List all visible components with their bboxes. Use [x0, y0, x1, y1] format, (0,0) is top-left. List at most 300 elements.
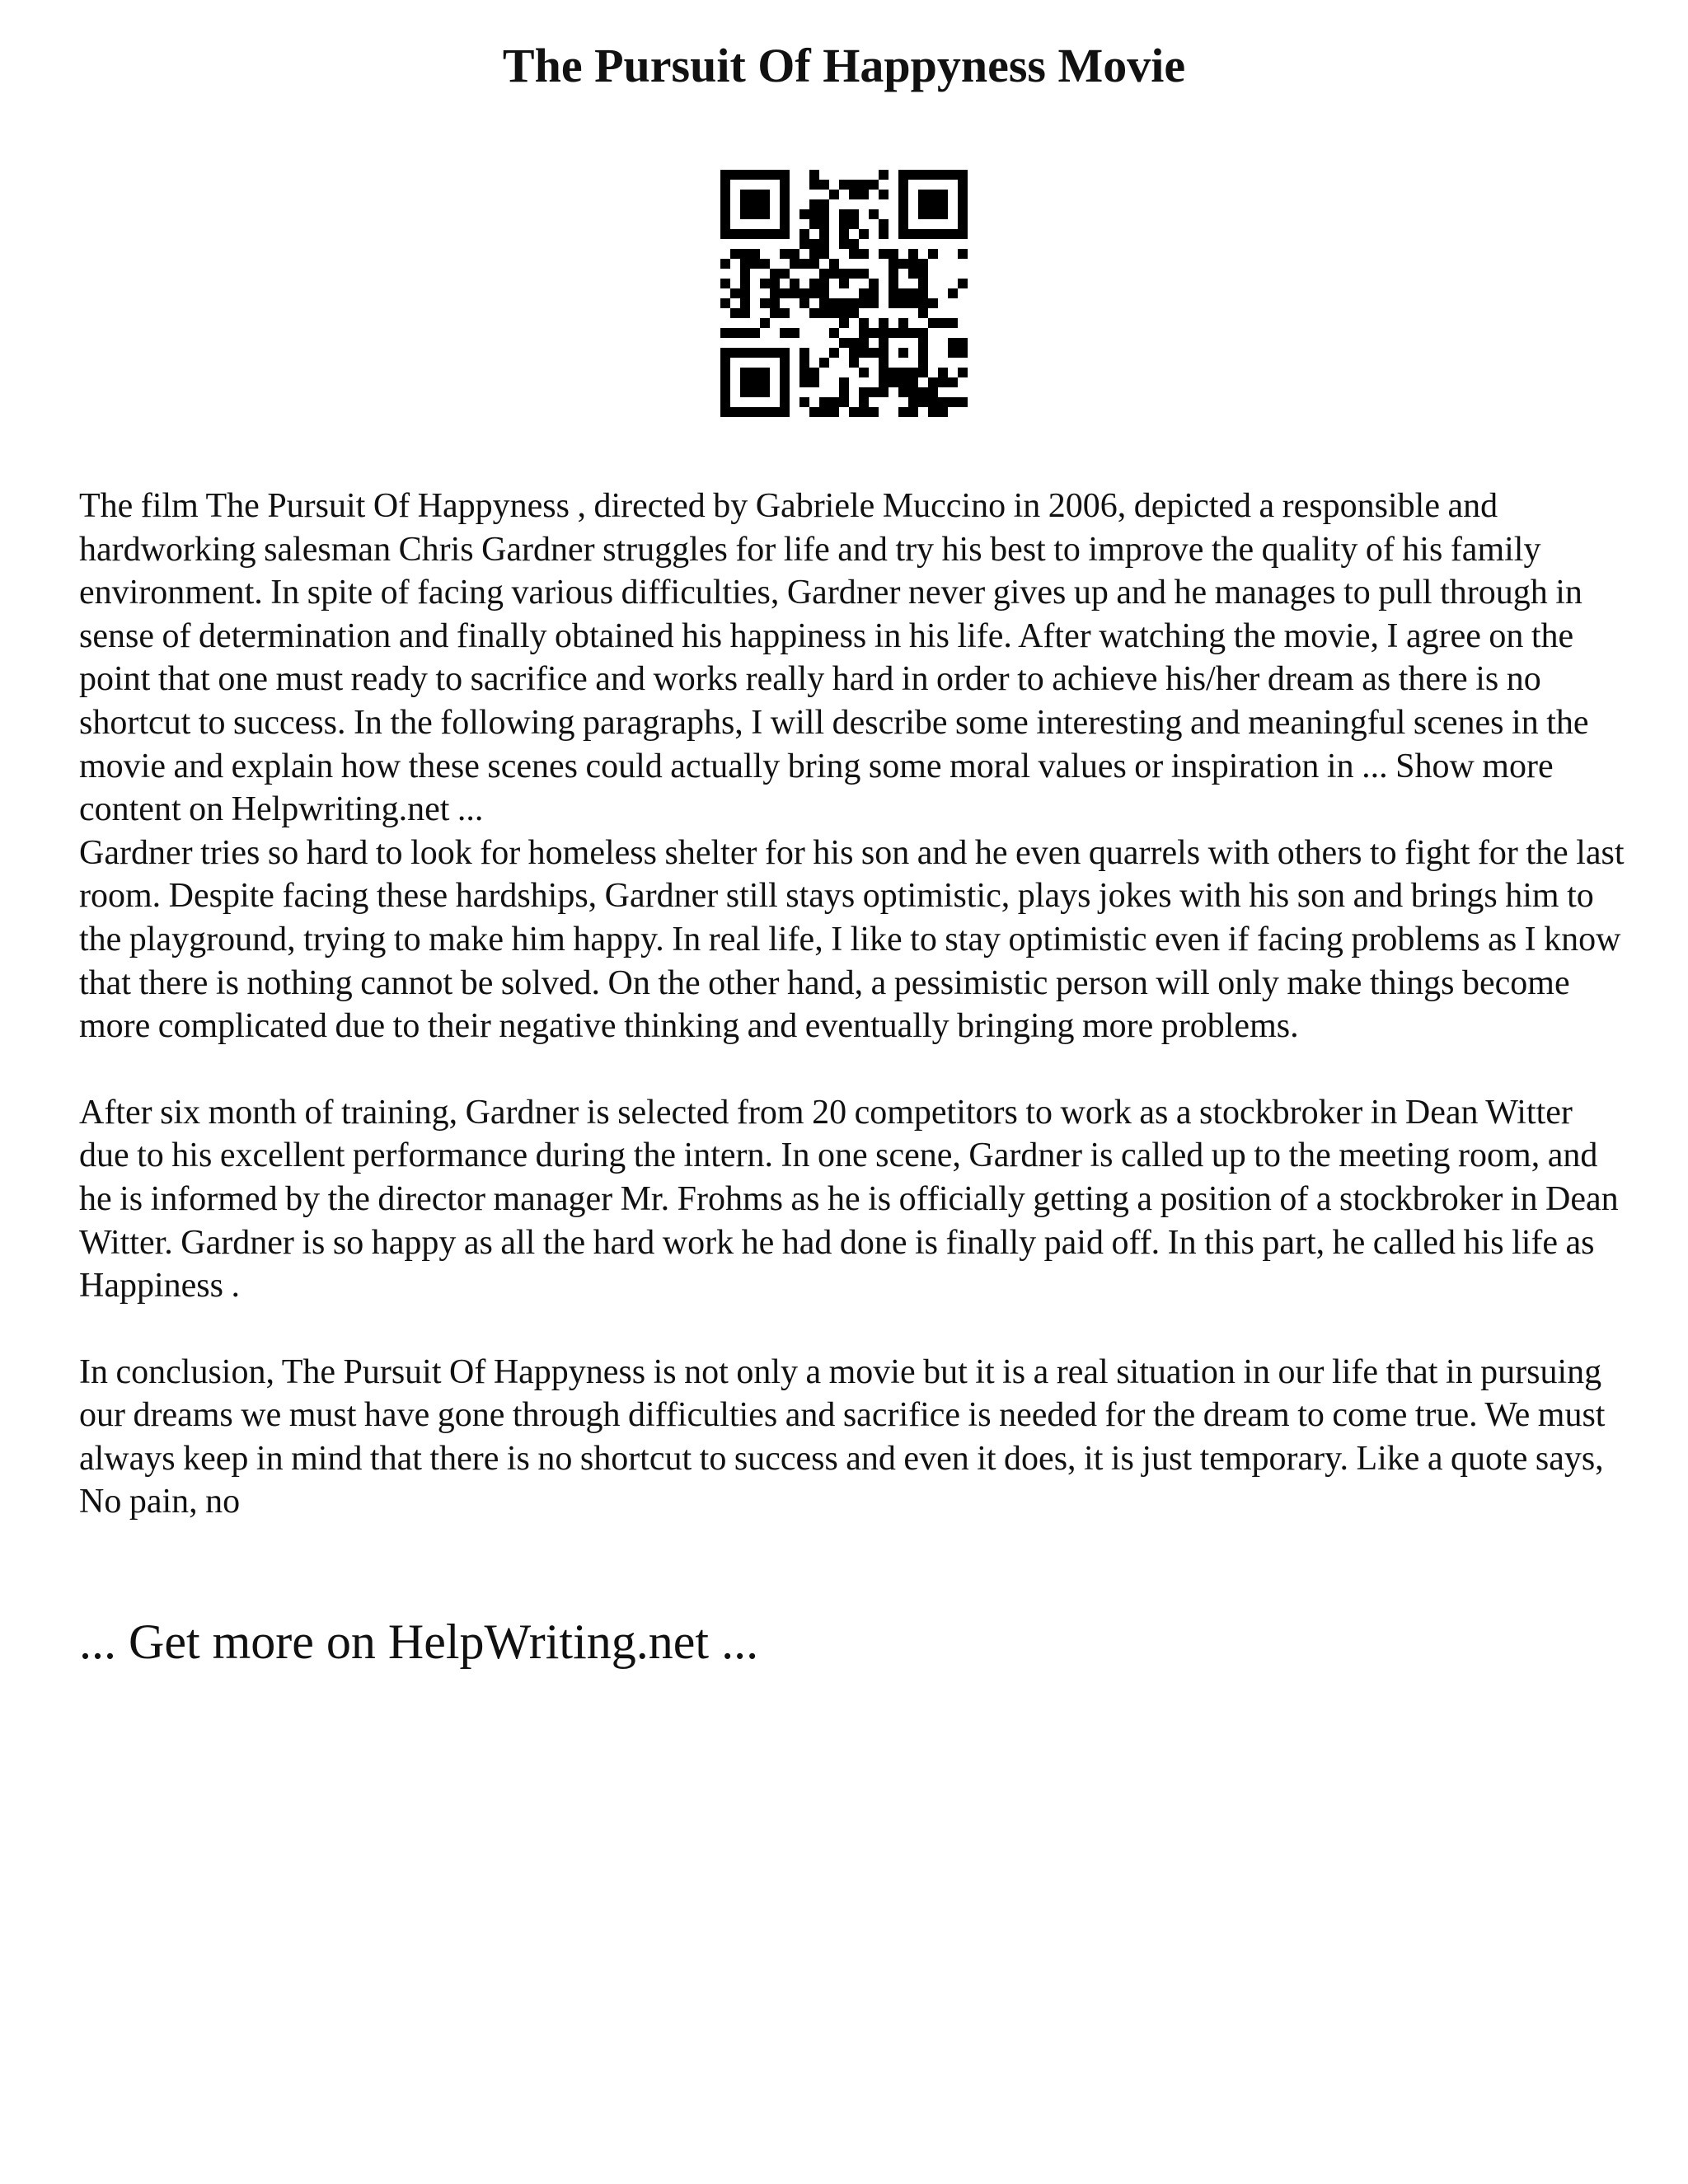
qr-module — [730, 288, 740, 298]
qr-module — [819, 298, 829, 308]
qr-module — [780, 170, 790, 180]
qr-module — [839, 387, 849, 397]
qr-module — [889, 259, 898, 269]
paragraph-gap — [79, 1308, 1629, 1351]
qr-module — [819, 279, 829, 288]
qr-module — [720, 387, 730, 397]
qr-module — [889, 279, 898, 288]
qr-module — [799, 239, 809, 249]
qr-module — [799, 288, 809, 298]
qr-module — [780, 407, 790, 417]
qr-module — [938, 199, 948, 209]
qr-module — [859, 407, 869, 417]
qr-module — [740, 328, 750, 338]
qr-module — [720, 219, 730, 229]
qr-module — [760, 170, 770, 180]
qr-module — [740, 288, 750, 298]
qr-module — [780, 397, 790, 407]
qr-module — [898, 368, 908, 377]
qr-module — [938, 377, 948, 387]
qr-module — [809, 368, 819, 377]
qr-module — [918, 190, 928, 199]
qr-module — [859, 348, 869, 358]
qr-module — [859, 387, 869, 397]
qr-module — [720, 368, 730, 377]
qr-module — [829, 328, 839, 338]
qr-module — [740, 308, 750, 318]
qr-module — [849, 358, 859, 368]
qr-module — [849, 298, 859, 308]
qr-module — [958, 190, 968, 199]
qr-module — [859, 368, 869, 377]
qr-module — [908, 368, 918, 377]
qr-module — [750, 190, 760, 199]
qr-module — [908, 269, 918, 279]
qr-module — [819, 407, 829, 417]
qr-module — [849, 338, 859, 348]
qr-module — [839, 397, 849, 407]
qr-module — [849, 190, 859, 199]
qr-module — [799, 397, 809, 407]
qr-module — [958, 209, 968, 219]
qr-module — [809, 249, 819, 259]
qr-module — [928, 209, 938, 219]
qr-module — [740, 348, 750, 358]
qr-module — [898, 298, 908, 308]
qr-module — [819, 229, 829, 239]
qr-module — [869, 288, 879, 298]
qr-module — [740, 229, 750, 239]
qr-module — [898, 180, 908, 190]
qr-module — [780, 288, 790, 298]
qr-module — [780, 368, 790, 377]
qr-module — [799, 209, 809, 219]
qr-module — [898, 377, 908, 387]
qr-module — [839, 269, 849, 279]
paragraph-gap — [79, 1048, 1629, 1091]
qr-module — [879, 318, 889, 328]
qr-module — [740, 249, 750, 259]
qr-module — [859, 298, 869, 308]
qr-module — [918, 298, 928, 308]
qr-module — [760, 348, 770, 358]
qr-module — [720, 190, 730, 199]
qr-module — [750, 377, 760, 387]
qr-module — [928, 190, 938, 199]
qr-module — [898, 190, 908, 199]
qr-module — [928, 298, 938, 308]
qr-module — [908, 397, 918, 407]
qr-module — [839, 219, 849, 229]
qr-module — [799, 229, 809, 239]
qr-module — [809, 279, 819, 288]
qr-module — [869, 209, 879, 219]
qr-module — [780, 348, 790, 358]
qr-module — [760, 279, 770, 288]
qr-module — [809, 308, 819, 318]
qr-module — [918, 338, 928, 348]
qr-module — [879, 338, 889, 348]
qr-module — [958, 180, 968, 190]
qr-module — [938, 368, 948, 377]
qr-module — [879, 328, 889, 338]
qr-module — [730, 308, 740, 318]
qr-module — [760, 209, 770, 219]
qr-module — [918, 358, 928, 368]
paragraph-conclusion: In conclusion, The Pursuit Of Happyness is not only a movie but it is a real situation in our life that in pursuing our dreams we must have gone through difficulties and sacrifice is needed for the dream to come true. We must always keep in mind that there is no shortcut to success and even it does, it is just temporary. Like a quote says, No pain, no — [79, 1352, 1606, 1521]
qr-module — [889, 368, 898, 377]
qr-module — [750, 170, 760, 180]
qr-module — [879, 387, 889, 397]
qr-module — [928, 249, 938, 259]
qr-module — [809, 219, 819, 229]
qr-module — [908, 298, 918, 308]
qr-module — [928, 387, 938, 397]
qr-module — [839, 209, 849, 219]
qr-module — [730, 170, 740, 180]
qr-module — [809, 239, 819, 249]
paragraph-intro: The film The Pursuit Of Happyness , directed by Gabriele Muccino in 2006, depicted a responsible and hardworking salesman Chris Gardner struggles for life and try his best to improve the quality of his family environment. In spite of facing various difficulties, Gardner never gives up and he manages to pull through in sense of determination and finally obtained his happiness in his life. After watching the movie, I agree on the point that one must ready to sacrifice and works really hard in order to achieve his/her dream as there is no shortcut to success. In the following paragraphs, I will describe some interesting and meaningful scenes in the movie and explain how these scenes could actually bring some moral values or inspiration in ... Show more content on Helpwriting.net ... — [79, 487, 1589, 829]
qr-module — [889, 328, 898, 338]
qr-module — [879, 348, 889, 358]
qr-module — [898, 219, 908, 229]
qr-module — [908, 229, 918, 239]
qr-module — [790, 249, 799, 259]
qr-module — [780, 190, 790, 199]
qr-module — [780, 229, 790, 239]
qr-module — [898, 259, 908, 269]
page-title: The Pursuit Of Happyness Movie — [502, 39, 1186, 92]
qr-module — [938, 318, 948, 328]
qr-module — [809, 180, 819, 190]
qr-module — [809, 199, 819, 209]
qr-module — [770, 348, 780, 358]
qr-module — [809, 259, 819, 269]
qr-module — [819, 358, 829, 368]
qr-module — [869, 348, 879, 358]
qr-module — [760, 229, 770, 239]
qr-module — [908, 249, 918, 259]
qr-module — [799, 259, 809, 269]
qr-module — [829, 259, 839, 269]
qr-module — [928, 397, 938, 407]
qr-module — [720, 407, 730, 417]
qr-module — [918, 368, 928, 377]
qr-module — [770, 170, 780, 180]
qr-module — [829, 407, 839, 417]
qr-module — [879, 368, 889, 377]
qr-module — [879, 249, 889, 259]
qr-module — [750, 328, 760, 338]
qr-module — [809, 377, 819, 387]
qr-module — [720, 199, 730, 209]
qr-module — [918, 229, 928, 239]
qr-module — [730, 348, 740, 358]
qr-module — [760, 368, 770, 377]
qr-module — [750, 209, 760, 219]
qr-module — [819, 209, 829, 219]
qr-module — [809, 288, 819, 298]
qr-module — [849, 308, 859, 318]
qr-module — [958, 279, 968, 288]
qr-module — [799, 358, 809, 368]
qr-module — [720, 279, 730, 288]
qr-module — [869, 387, 879, 397]
qr-module — [918, 259, 928, 269]
qr-module — [819, 397, 829, 407]
qr-module — [958, 348, 968, 358]
qr-module — [750, 249, 760, 259]
qr-module — [869, 180, 879, 190]
qr-module — [730, 249, 740, 259]
qr-module — [780, 387, 790, 397]
qr-module — [869, 298, 879, 308]
qr-module — [849, 269, 859, 279]
qr-module — [889, 377, 898, 387]
qr-module — [918, 279, 928, 288]
qr-module — [849, 239, 859, 249]
qr-module — [958, 219, 968, 229]
qr-module — [859, 288, 869, 298]
qr-module — [740, 199, 750, 209]
qr-module — [839, 318, 849, 328]
qr-module — [928, 199, 938, 209]
qr-module — [898, 229, 908, 239]
qr-module — [770, 229, 780, 239]
qr-module — [799, 368, 809, 377]
qr-module — [928, 407, 938, 417]
qr-module — [750, 348, 760, 358]
qr-module — [908, 328, 918, 338]
qr-module — [780, 269, 790, 279]
qr-module — [948, 229, 958, 239]
qr-module — [799, 348, 809, 358]
qr-module — [770, 279, 780, 288]
qr-module — [720, 377, 730, 387]
qr-module — [839, 377, 849, 387]
get-more-link[interactable]: ... Get more on HelpWriting.net ... — [79, 1615, 759, 1669]
qr-module — [780, 249, 790, 259]
qr-module — [740, 269, 750, 279]
qr-module — [908, 377, 918, 387]
qr-module — [819, 199, 829, 209]
qr-module — [889, 249, 898, 259]
qr-module — [730, 328, 740, 338]
qr-module — [829, 298, 839, 308]
qr-module — [740, 407, 750, 417]
qr-module — [898, 348, 908, 358]
qr-module — [740, 259, 750, 269]
qr-module — [958, 170, 968, 180]
qr-module — [780, 199, 790, 209]
qr-module — [760, 377, 770, 387]
qr-module — [780, 328, 790, 338]
qr-module — [740, 209, 750, 219]
qr-module — [780, 219, 790, 229]
qr-module — [958, 249, 968, 259]
qr-module — [730, 407, 740, 417]
qr-module — [918, 199, 928, 209]
qr-module — [750, 199, 760, 209]
qr-module — [839, 239, 849, 249]
qr-module — [938, 397, 948, 407]
qr-module — [790, 288, 799, 298]
qr-module — [809, 170, 819, 180]
qr-module — [948, 397, 958, 407]
qr-module — [898, 199, 908, 209]
qr-module — [819, 308, 829, 318]
qr-module — [938, 170, 948, 180]
qr-module — [829, 190, 839, 199]
qr-module — [720, 358, 730, 368]
qr-module — [889, 269, 898, 279]
qr-module — [740, 368, 750, 377]
qr-module — [898, 209, 908, 219]
qr-module — [879, 377, 889, 387]
qr-module — [849, 180, 859, 190]
qr-module — [780, 308, 790, 318]
qr-module — [819, 239, 829, 249]
qr-module — [839, 338, 849, 348]
qr-module — [879, 190, 889, 199]
qr-module — [750, 407, 760, 417]
qr-module — [720, 259, 730, 269]
qr-module — [849, 348, 859, 358]
qr-module — [859, 269, 869, 279]
qr-module — [770, 269, 780, 279]
qr-module — [918, 387, 928, 397]
qr-module — [948, 338, 958, 348]
qr-module — [869, 407, 879, 417]
qr-module — [859, 180, 869, 190]
qr-module — [849, 407, 859, 417]
qr-module — [879, 229, 889, 239]
qr-module — [740, 377, 750, 387]
qr-module — [819, 219, 829, 229]
qr-module — [750, 368, 760, 377]
qr-module — [839, 229, 849, 239]
qr-module — [720, 180, 730, 190]
qr-module — [720, 298, 730, 308]
qr-module — [918, 288, 928, 298]
qr-module — [780, 180, 790, 190]
qr-module — [720, 229, 730, 239]
qr-module — [720, 397, 730, 407]
qr-module — [869, 279, 879, 288]
qr-module — [948, 348, 958, 358]
qr-module — [790, 259, 799, 269]
qr-module — [948, 318, 958, 328]
qr-module — [859, 397, 869, 407]
qr-module — [908, 387, 918, 397]
paragraph-stockbroker: After six month of training, Gardner is selected from 20 competitors to work as a stockbroker in Dean Witter due to his excellent performance during the intern. In one scene, Gardner is called up to the meeting room, and he is informed by the director manager Mr. Frohms as he is officially getting a position of a stockbroker in Dean Witter. Gardner is so happy as all the hard work he had done is finally paid off. In this part, he called his life as Happiness . — [79, 1093, 1619, 1305]
qr-module — [809, 407, 819, 417]
qr-module — [898, 407, 908, 417]
qr-module — [760, 407, 770, 417]
qr-module — [879, 358, 889, 368]
qr-module — [889, 288, 898, 298]
qr-module — [859, 249, 869, 259]
qr-module — [730, 229, 740, 239]
qr-module — [740, 279, 750, 288]
qr-module — [809, 209, 819, 219]
qr-module — [819, 249, 829, 259]
qr-module — [740, 298, 750, 308]
qr-module — [799, 298, 809, 308]
qr-module — [918, 209, 928, 219]
qr-module — [849, 219, 859, 229]
qr-module — [770, 308, 780, 318]
qr-module — [889, 298, 898, 308]
qr-module — [819, 269, 829, 279]
qr-module — [760, 199, 770, 209]
qr-module — [770, 407, 780, 417]
qr-module — [760, 298, 770, 308]
qr-module — [750, 387, 760, 397]
qr-module — [859, 328, 869, 338]
qr-module — [879, 170, 889, 180]
qr-module — [829, 269, 839, 279]
qr-module — [898, 387, 908, 397]
qr-module — [918, 269, 928, 279]
qr-module — [780, 358, 790, 368]
qr-module — [829, 348, 839, 358]
qr-module — [780, 209, 790, 219]
qr-module — [849, 209, 859, 219]
qr-module — [790, 279, 799, 288]
paragraph-shelter: Gardner tries so hard to look for homeless shelter for his son and he even quarrels with others to fight for the last room. Despite facing these hardships, Gardner still stays optimistic, plays jokes with his son and brings him to the playground, trying to make him happy. In real life, I like to stay optimistic even if facing problems as I know that there is nothing cannot be solved. On the other hand, a pessimistic person will only make things become more complicated due to their negative thinking and eventually bringing more problems. — [79, 833, 1625, 1046]
qr-module — [760, 318, 770, 328]
qr-module — [938, 209, 948, 219]
qr-module — [849, 249, 859, 259]
qr-module — [740, 170, 750, 180]
qr-module — [898, 328, 908, 338]
qr-module — [839, 298, 849, 308]
qr-module — [770, 288, 780, 298]
qr-module — [928, 377, 938, 387]
qr-module — [898, 288, 908, 298]
qr-module — [859, 229, 869, 239]
qr-module — [839, 279, 849, 288]
qr-module — [958, 368, 968, 377]
qr-module — [720, 170, 730, 180]
qr-module — [750, 229, 760, 239]
qr-module — [780, 377, 790, 387]
qr-module — [750, 259, 760, 269]
qr-code-icon[interactable] — [720, 170, 968, 417]
essay-body — [79, 485, 1629, 1524]
qr-module — [720, 348, 730, 358]
qr-module — [958, 199, 968, 209]
qr-module — [760, 387, 770, 397]
qr-module — [760, 190, 770, 199]
qr-module — [829, 308, 839, 318]
qr-module — [859, 190, 869, 199]
qr-module — [720, 209, 730, 219]
qr-module — [898, 318, 908, 328]
qr-module — [859, 338, 869, 348]
qr-module — [819, 288, 829, 298]
qr-module — [928, 318, 938, 328]
qr-module — [918, 328, 928, 338]
qr-module — [908, 407, 918, 417]
qr-module — [799, 377, 809, 387]
qr-module — [938, 407, 948, 417]
qr-module — [938, 229, 948, 239]
qr-module — [898, 170, 908, 180]
qr-module — [740, 190, 750, 199]
qr-module — [918, 308, 928, 318]
